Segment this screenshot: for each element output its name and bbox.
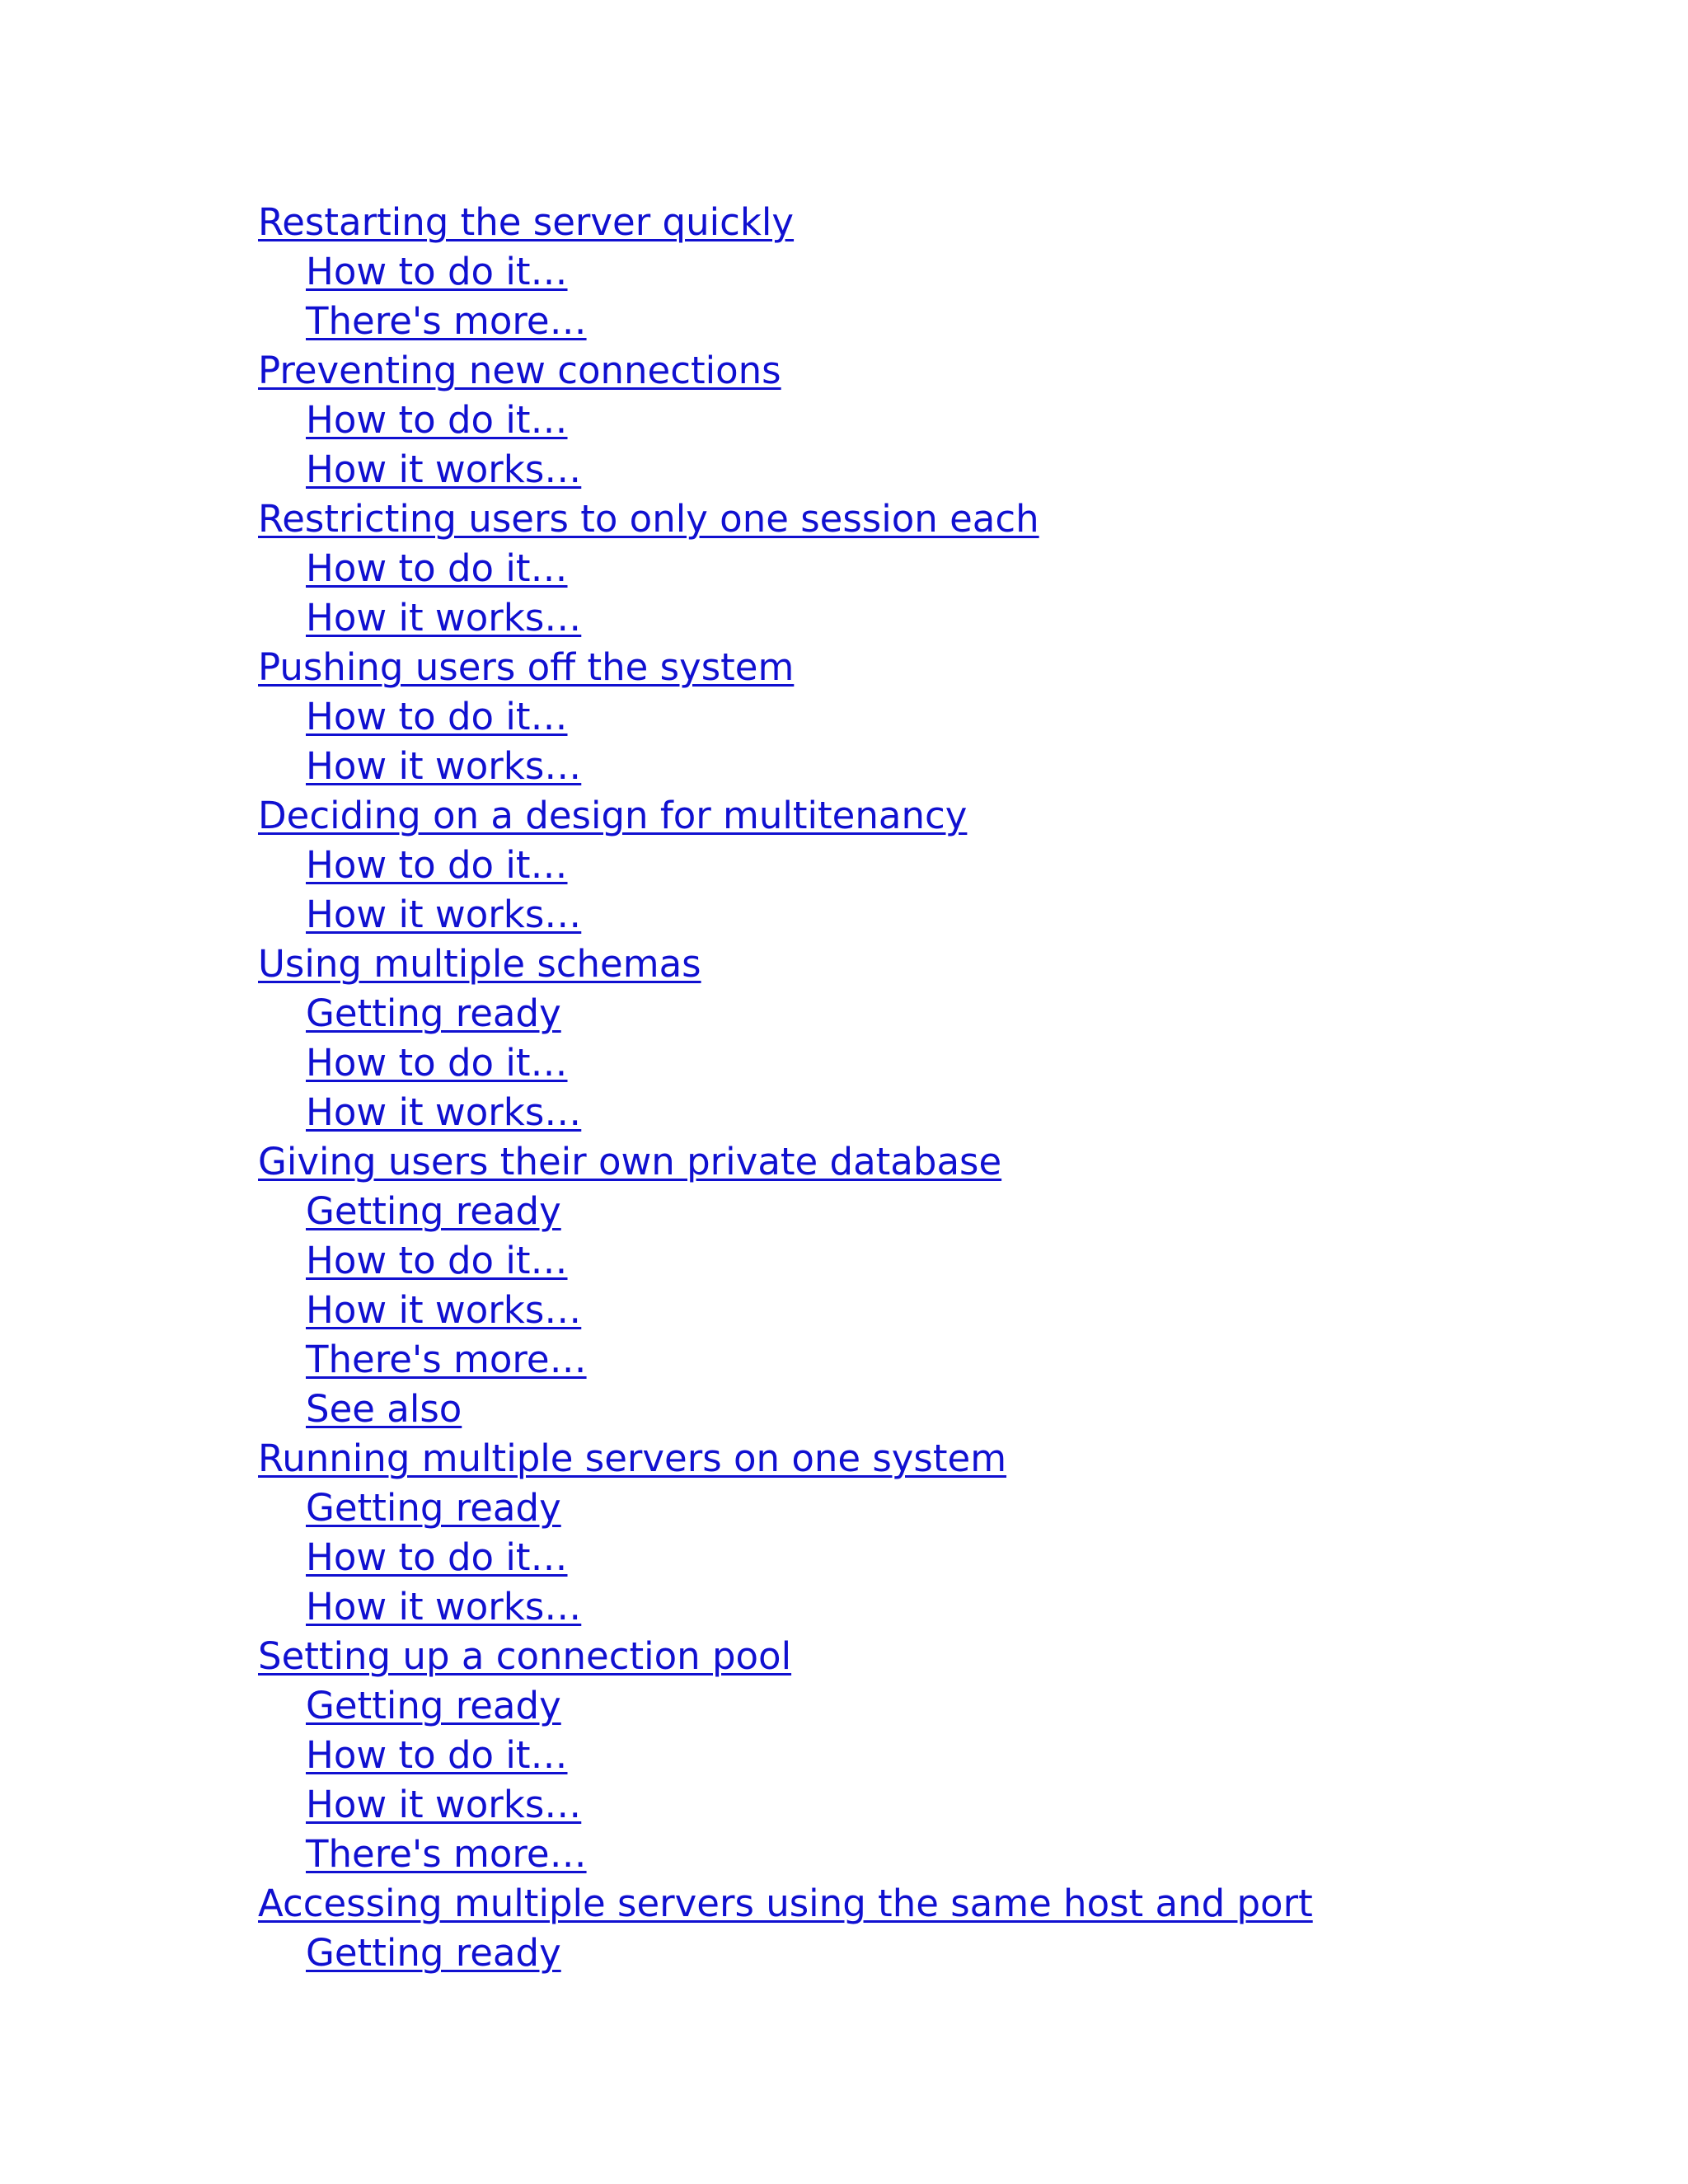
toc-link[interactable]: Accessing multiple servers using the same host and port bbox=[258, 1882, 1313, 1925]
toc-subsection bbox=[258, 1483, 1313, 1533]
toc-subsection bbox=[258, 1187, 1313, 1236]
toc-section-pushing-users bbox=[258, 643, 1313, 692]
toc-subsection bbox=[258, 1830, 1313, 1879]
toc-subsection bbox=[258, 1533, 1313, 1582]
toc-link[interactable]: How to do it… bbox=[306, 1733, 568, 1777]
toc-link[interactable]: Getting ready bbox=[306, 1931, 561, 1975]
toc-link[interactable]: How to do it… bbox=[306, 1535, 568, 1579]
toc-link[interactable]: How to do it… bbox=[306, 250, 568, 293]
table-of-contents bbox=[258, 198, 1313, 1978]
toc-section-multiple-servers bbox=[258, 1434, 1313, 1483]
toc-link[interactable]: Restricting users to only one session each bbox=[258, 497, 1039, 541]
toc-link[interactable]: Restarting the server quickly bbox=[258, 200, 795, 244]
toc-subsection bbox=[258, 1385, 1313, 1434]
toc-subsection bbox=[258, 247, 1313, 297]
toc-section-restarting-server bbox=[258, 198, 1313, 247]
toc-link[interactable]: How to do it… bbox=[306, 695, 568, 738]
toc-section-connection-pool bbox=[258, 1632, 1313, 1681]
toc-link[interactable]: How it works… bbox=[306, 893, 582, 936]
toc-link[interactable]: There's more… bbox=[306, 1338, 587, 1381]
toc-subsection bbox=[258, 890, 1313, 940]
toc-link[interactable]: How it works… bbox=[306, 596, 582, 640]
toc-link[interactable]: See also bbox=[306, 1387, 462, 1431]
toc-link[interactable]: Deciding on a design for multitenancy bbox=[258, 794, 968, 837]
toc-link[interactable]: How to do it… bbox=[306, 398, 568, 442]
toc-section-preventing-connections bbox=[258, 346, 1313, 396]
toc-subsection bbox=[258, 544, 1313, 593]
toc-section-restricting-users bbox=[258, 494, 1313, 544]
toc-link[interactable]: Pushing users off the system bbox=[258, 645, 795, 689]
toc-link[interactable]: Getting ready bbox=[306, 991, 561, 1035]
toc-subsection bbox=[258, 1335, 1313, 1385]
toc-section-multiple-schemas bbox=[258, 940, 1313, 989]
toc-link[interactable]: Getting ready bbox=[306, 1684, 561, 1727]
toc-link[interactable]: How it works… bbox=[306, 744, 582, 788]
toc-link[interactable]: Giving users their own private database bbox=[258, 1140, 1002, 1183]
toc-subsection bbox=[258, 1681, 1313, 1731]
toc-link[interactable]: How it works… bbox=[306, 1585, 582, 1629]
toc-link[interactable]: How to do it… bbox=[306, 1041, 568, 1085]
toc-subsection bbox=[258, 1088, 1313, 1137]
toc-subsection bbox=[258, 1780, 1313, 1830]
toc-section-multitenancy bbox=[258, 791, 1313, 841]
toc-section-same-host-port bbox=[258, 1879, 1313, 1929]
toc-subsection bbox=[258, 593, 1313, 643]
toc-subsection bbox=[258, 396, 1313, 445]
toc-link[interactable]: How to do it… bbox=[306, 1239, 568, 1282]
toc-subsection bbox=[258, 742, 1313, 791]
toc-subsection bbox=[258, 1582, 1313, 1632]
toc-subsection bbox=[258, 989, 1313, 1038]
toc-link[interactable]: How to do it… bbox=[306, 546, 568, 590]
toc-subsection bbox=[258, 445, 1313, 494]
toc-subsection bbox=[258, 297, 1313, 346]
toc-link[interactable]: Preventing new connections bbox=[258, 349, 781, 392]
toc-link[interactable]: How it works… bbox=[306, 1783, 582, 1826]
toc-subsection bbox=[258, 1929, 1313, 1978]
toc-link[interactable]: Running multiple servers on one system bbox=[258, 1436, 1007, 1480]
toc-subsection bbox=[258, 1236, 1313, 1286]
toc-link[interactable]: There's more… bbox=[306, 299, 587, 343]
toc-link[interactable]: There's more… bbox=[306, 1832, 587, 1876]
toc-link[interactable]: Setting up a connection pool bbox=[258, 1634, 792, 1678]
toc-link[interactable]: How it works… bbox=[306, 1090, 582, 1134]
toc-link[interactable]: How it works… bbox=[306, 448, 582, 491]
toc-subsection bbox=[258, 1731, 1313, 1780]
toc-subsection bbox=[258, 1286, 1313, 1335]
toc-subsection bbox=[258, 841, 1313, 890]
toc-subsection bbox=[258, 692, 1313, 742]
toc-link[interactable]: How to do it… bbox=[306, 843, 568, 887]
toc-link[interactable]: Using multiple schemas bbox=[258, 942, 701, 986]
toc-link[interactable]: Getting ready bbox=[306, 1486, 561, 1530]
toc-link[interactable]: How it works… bbox=[306, 1288, 582, 1332]
toc-subsection bbox=[258, 1038, 1313, 1088]
toc-link[interactable]: Getting ready bbox=[306, 1189, 561, 1233]
toc-section-private-database bbox=[258, 1137, 1313, 1187]
